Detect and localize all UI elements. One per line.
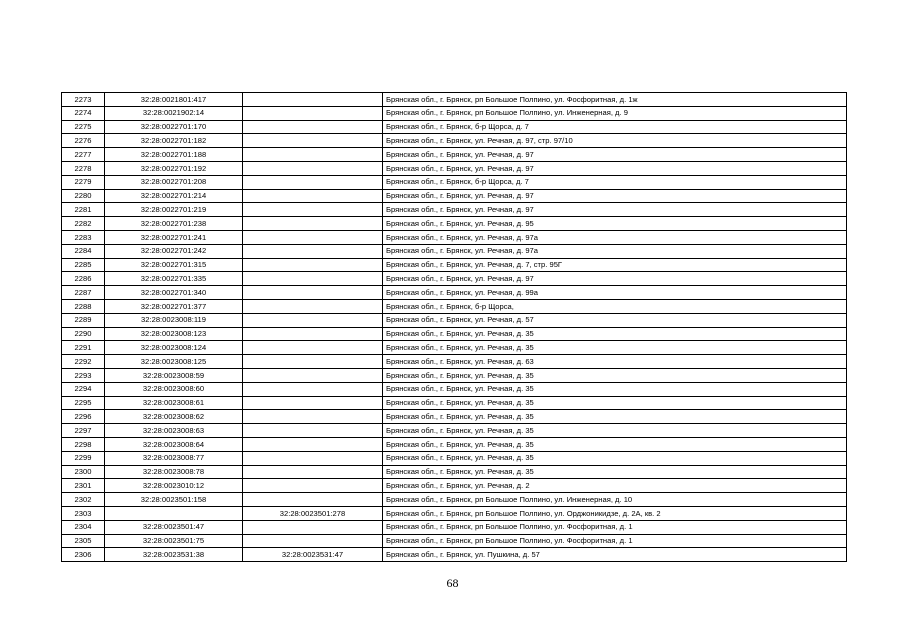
secondary-cadastral-number-cell — [243, 424, 383, 438]
table-row — [62, 230, 847, 244]
row-number-cell: 2295 — [62, 396, 105, 410]
secondary-cadastral-number-cell — [243, 451, 383, 465]
cadastral-number-cell: 32:28:0023008:124 — [105, 341, 243, 355]
table-row — [62, 451, 847, 465]
table-row — [62, 106, 847, 120]
cadastral-number-cell: 32:28:0022701:192 — [105, 161, 243, 175]
secondary-cadastral-number-cell — [243, 93, 383, 107]
table-row — [62, 437, 847, 451]
cadastral-number-cell: 32:28:0023008:63 — [105, 424, 243, 438]
address-cell: Брянская обл., г. Брянск, б-р Щорса, д. 7 — [383, 120, 847, 134]
row-number-cell: 2300 — [62, 465, 105, 479]
secondary-cadastral-number-cell — [243, 230, 383, 244]
secondary-cadastral-number-cell — [243, 189, 383, 203]
address-cell: Брянская обл., г. Брянск, б-р Щорса, — [383, 299, 847, 313]
table-row — [62, 493, 847, 507]
address-cell: Брянская обл., г. Брянск, ул. Речная, д. 35 — [383, 451, 847, 465]
address-cell: Брянская обл., г. Брянск, ул. Речная, д. 35 — [383, 437, 847, 451]
row-number-cell: 2293 — [62, 368, 105, 382]
table-row — [62, 410, 847, 424]
address-cell: Брянская обл., г. Брянск, ул. Речная, д. 35 — [383, 368, 847, 382]
row-number-cell: 2292 — [62, 355, 105, 369]
address-cell: Брянская обл., г. Брянск, ул. Речная, д. 97 — [383, 161, 847, 175]
table-row — [62, 258, 847, 272]
address-cell: Брянская обл., г. Брянск, ул. Речная, д. 35 — [383, 396, 847, 410]
cadastral-number-cell: 32:28:0022701:182 — [105, 134, 243, 148]
row-number-cell: 2277 — [62, 148, 105, 162]
address-cell: Брянская обл., г. Брянск, ул. Речная, д. 2 — [383, 479, 847, 493]
cadastral-number-cell: 32:28:0023008:123 — [105, 327, 243, 341]
secondary-cadastral-number-cell — [243, 355, 383, 369]
secondary-cadastral-number-cell — [243, 244, 383, 258]
row-number-cell: 2276 — [62, 134, 105, 148]
cadastral-number-cell: 32:28:0023501:158 — [105, 493, 243, 507]
table-row — [62, 368, 847, 382]
cadastral-number-cell: 32:28:0022701:208 — [105, 175, 243, 189]
table-row — [62, 272, 847, 286]
address-cell: Брянская обл., г. Брянск, ул. Речная, д. 97 — [383, 148, 847, 162]
table-row — [62, 93, 847, 107]
secondary-cadastral-number-cell — [243, 341, 383, 355]
secondary-cadastral-number-cell — [243, 368, 383, 382]
table-row — [62, 424, 847, 438]
address-cell: Брянская обл., г. Брянск, рп Большое Полпино, ул. Инженерная, д. 10 — [383, 493, 847, 507]
table-row — [62, 479, 847, 493]
row-number-cell: 2288 — [62, 299, 105, 313]
secondary-cadastral-number-cell: 32:28:0023531:47 — [243, 548, 383, 562]
secondary-cadastral-number-cell — [243, 437, 383, 451]
row-number-cell: 2283 — [62, 230, 105, 244]
address-cell: Брянская обл., г. Брянск, ул. Речная, д. 97а — [383, 230, 847, 244]
address-cell: Брянская обл., г. Брянск, рп Большое Полпино, ул. Инженерная, д. 9 — [383, 106, 847, 120]
address-cell: Брянская обл., г. Брянск, рп Большое Полпино, ул. Фосфоритная, д. 1 — [383, 520, 847, 534]
row-number-cell: 2297 — [62, 424, 105, 438]
cadastral-number-cell: 32:28:0021902:14 — [105, 106, 243, 120]
cadastral-number-cell: 32:28:0023008:61 — [105, 396, 243, 410]
cadastral-number-cell: 32:28:0022701:219 — [105, 203, 243, 217]
secondary-cadastral-number-cell — [243, 175, 383, 189]
row-number-cell: 2287 — [62, 286, 105, 300]
address-cell: Брянская обл., г. Брянск, рп Большое Полпино, ул. Фосфоритная, д. 1 — [383, 534, 847, 548]
address-cell: Брянская обл., г. Брянск, б-р Щорса, д. 7 — [383, 175, 847, 189]
table-row — [62, 203, 847, 217]
row-number-cell: 2275 — [62, 120, 105, 134]
table-row — [62, 341, 847, 355]
row-number-cell: 2285 — [62, 258, 105, 272]
address-cell: Брянская обл., г. Брянск, ул. Речная, д. 57 — [383, 313, 847, 327]
secondary-cadastral-number-cell — [243, 161, 383, 175]
address-cell: Брянская обл., г. Брянск, рп Большое Полпино, ул. Фосфоритная, д. 1ж — [383, 93, 847, 107]
secondary-cadastral-number-cell — [243, 313, 383, 327]
address-cell: Брянская обл., г. Брянск, ул. Речная, д. 35 — [383, 382, 847, 396]
cadastral-number-cell: 32:28:0023501:47 — [105, 520, 243, 534]
secondary-cadastral-number-cell — [243, 410, 383, 424]
cadastral-number-cell: 32:28:0023008:64 — [105, 437, 243, 451]
cadastral-number-cell: 32:28:0023531:38 — [105, 548, 243, 562]
row-number-cell: 2291 — [62, 341, 105, 355]
cadastral-number-cell: 32:28:0023501:75 — [105, 534, 243, 548]
row-number-cell: 2305 — [62, 534, 105, 548]
address-cell: Брянская обл., г. Брянск, ул. Речная, д. 97 — [383, 203, 847, 217]
row-number-cell: 2303 — [62, 506, 105, 520]
row-number-cell: 2281 — [62, 203, 105, 217]
secondary-cadastral-number-cell — [243, 258, 383, 272]
address-cell: Брянская обл., г. Брянск, ул. Пушкина, д. 57 — [383, 548, 847, 562]
address-cell: Брянская обл., г. Брянск, ул. Речная, д. 35 — [383, 410, 847, 424]
cadastral-number-cell: 32:28:0023008:59 — [105, 368, 243, 382]
address-cell: Брянская обл., г. Брянск, ул. Речная, д. 35 — [383, 424, 847, 438]
address-cell: Брянская обл., г. Брянск, ул. Речная, д. 35 — [383, 327, 847, 341]
cadastral-number-cell — [105, 506, 243, 520]
secondary-cadastral-number-cell — [243, 520, 383, 534]
secondary-cadastral-number-cell — [243, 148, 383, 162]
table-row — [62, 396, 847, 410]
table-row — [62, 534, 847, 548]
table-row — [62, 189, 847, 203]
cadastral-number-cell: 32:28:0023008:125 — [105, 355, 243, 369]
cadastral-number-cell: 32:28:0022701:170 — [105, 120, 243, 134]
row-number-cell: 2274 — [62, 106, 105, 120]
address-cell: Брянская обл., г. Брянск, ул. Речная, д. 35 — [383, 341, 847, 355]
secondary-cadastral-number-cell — [243, 217, 383, 231]
row-number-cell: 2302 — [62, 493, 105, 507]
address-cell: Брянская обл., г. Брянск, ул. Речная, д. 97а — [383, 244, 847, 258]
row-number-cell: 2286 — [62, 272, 105, 286]
address-cell: Брянская обл., г. Брянск, ул. Речная, д. 97, стр. 97/10 — [383, 134, 847, 148]
row-number-cell: 2282 — [62, 217, 105, 231]
row-number-cell: 2304 — [62, 520, 105, 534]
secondary-cadastral-number-cell — [243, 534, 383, 548]
cadastral-number-cell: 32:28:0022701:238 — [105, 217, 243, 231]
secondary-cadastral-number-cell — [243, 134, 383, 148]
secondary-cadastral-number-cell — [243, 396, 383, 410]
registry-table — [61, 92, 847, 562]
table-row — [62, 217, 847, 231]
address-cell: Брянская обл., г. Брянск, ул. Речная, д. 35 — [383, 465, 847, 479]
row-number-cell: 2298 — [62, 437, 105, 451]
cadastral-number-cell: 32:28:0022701:340 — [105, 286, 243, 300]
secondary-cadastral-number-cell — [243, 479, 383, 493]
address-cell: Брянская обл., г. Брянск, ул. Речная, д. 99а — [383, 286, 847, 300]
registry-table-body — [62, 93, 847, 562]
cadastral-number-cell: 32:28:0023008:62 — [105, 410, 243, 424]
row-number-cell: 2301 — [62, 479, 105, 493]
row-number-cell: 2290 — [62, 327, 105, 341]
row-number-cell: 2273 — [62, 93, 105, 107]
address-cell: Брянская обл., г. Брянск, ул. Речная, д. 7, стр. 95Г — [383, 258, 847, 272]
secondary-cadastral-number-cell — [243, 286, 383, 300]
secondary-cadastral-number-cell — [243, 327, 383, 341]
table-row — [62, 134, 847, 148]
secondary-cadastral-number-cell — [243, 382, 383, 396]
cadastral-number-cell: 32:28:0021801:417 — [105, 93, 243, 107]
secondary-cadastral-number-cell — [243, 493, 383, 507]
table-row — [62, 382, 847, 396]
table-row — [62, 548, 847, 562]
row-number-cell: 2278 — [62, 161, 105, 175]
cadastral-number-cell: 32:28:0022701:242 — [105, 244, 243, 258]
table-row — [62, 244, 847, 258]
row-number-cell: 2306 — [62, 548, 105, 562]
table-row — [62, 299, 847, 313]
secondary-cadastral-number-cell — [243, 272, 383, 286]
cadastral-number-cell: 32:28:0023008:77 — [105, 451, 243, 465]
table-row — [62, 313, 847, 327]
cadastral-number-cell: 32:28:0022701:214 — [105, 189, 243, 203]
secondary-cadastral-number-cell — [243, 299, 383, 313]
address-cell: Брянская обл., г. Брянск, ул. Речная, д. 63 — [383, 355, 847, 369]
address-cell: Брянская обл., г. Брянск, ул. Речная, д. 97 — [383, 272, 847, 286]
cadastral-number-cell: 32:28:0023008:78 — [105, 465, 243, 479]
cadastral-number-cell: 32:28:0022701:241 — [105, 230, 243, 244]
cadastral-number-cell: 32:28:0022701:377 — [105, 299, 243, 313]
table-row — [62, 120, 847, 134]
table-row — [62, 506, 847, 520]
cadastral-number-cell: 32:28:0022701:335 — [105, 272, 243, 286]
row-number-cell: 2299 — [62, 451, 105, 465]
table-row — [62, 465, 847, 479]
secondary-cadastral-number-cell — [243, 106, 383, 120]
page-number: 68 — [446, 576, 459, 590]
row-number-cell: 2279 — [62, 175, 105, 189]
cadastral-number-cell: 32:28:0022701:188 — [105, 148, 243, 162]
cadastral-number-cell: 32:28:0023008:60 — [105, 382, 243, 396]
cadastral-number-cell: 32:28:0023008:119 — [105, 313, 243, 327]
address-cell: Брянская обл., г. Брянск, рп Большое Полпино, ул. Орджоникидзе, д. 2А, кв. 2 — [383, 506, 847, 520]
row-number-cell: 2284 — [62, 244, 105, 258]
table-row — [62, 355, 847, 369]
row-number-cell: 2289 — [62, 313, 105, 327]
row-number-cell: 2294 — [62, 382, 105, 396]
table-row — [62, 286, 847, 300]
table-row — [62, 327, 847, 341]
table-row — [62, 148, 847, 162]
secondary-cadastral-number-cell — [243, 203, 383, 217]
table-row — [62, 520, 847, 534]
secondary-cadastral-number-cell — [243, 465, 383, 479]
row-number-cell: 2296 — [62, 410, 105, 424]
table-row — [62, 175, 847, 189]
address-cell: Брянская обл., г. Брянск, ул. Речная, д. 95 — [383, 217, 847, 231]
row-number-cell: 2280 — [62, 189, 105, 203]
secondary-cadastral-number-cell: 32:28:0023501:278 — [243, 506, 383, 520]
address-cell: Брянская обл., г. Брянск, ул. Речная, д. 97 — [383, 189, 847, 203]
cadastral-number-cell: 32:28:0023010:12 — [105, 479, 243, 493]
secondary-cadastral-number-cell — [243, 120, 383, 134]
table-row — [62, 161, 847, 175]
cadastral-number-cell: 32:28:0022701:315 — [105, 258, 243, 272]
